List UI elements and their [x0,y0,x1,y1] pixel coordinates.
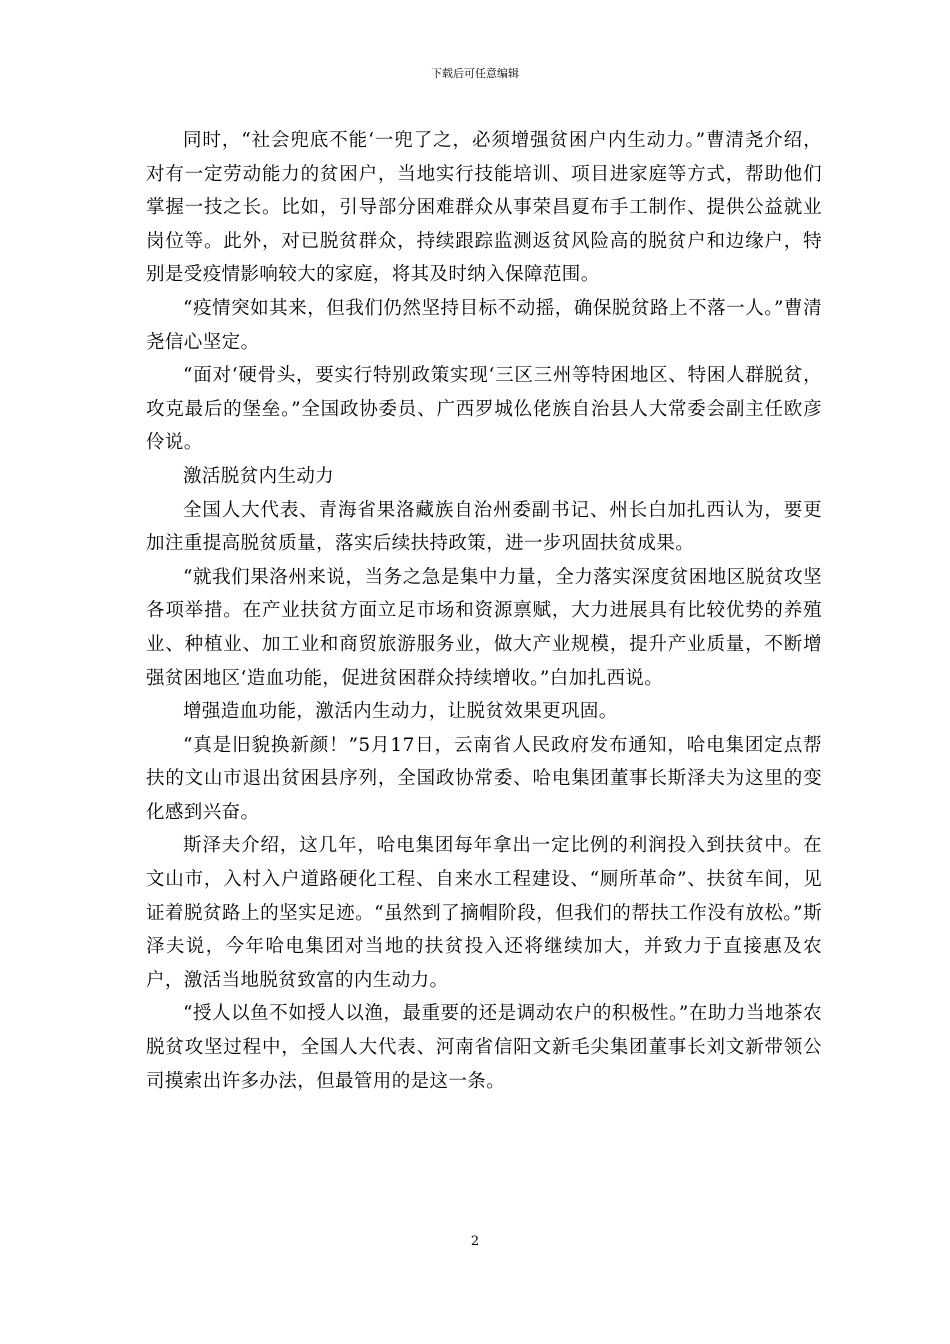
paragraph: “就我们果洛州来说，当务之急是集中力量，全力落实深度贫困地区脱贫攻坚各项举措。在产业扶贫方面立足市场和资源禀赋，大力进展具有比较优势的养殖业、种植业、加工业和商贸旅游服务业，做大产业规模，提升产业质量，不断增强贫困地区‘造血功能，促进贫困群众持续增收。”白加扎西说。 [146,566,822,689]
document-body [146,124,822,1098]
paragraph: 增强造血功能，激活内生动力，让脱贫效果更巩固。 [183,701,618,723]
paragraph: 同时，“社会兜底不能‘一兜了之，必须增强贫困户内生动力。”曹清尧介绍，对有一定劳动能力的贫困户，当地实行技能培训、项目进家庭等方式，帮助他们掌握一技之长。比如，引导部分困难群众从事荣昌夏布手工制作、提供公益就业岗位等。此外，对已脱贫群众，持续跟踪监测返贫风险高的脱贫户和边缘户，特别是受疫情影响较大的家庭，将其及时纳入保障范围。 [146,130,822,286]
section-heading: 激活脱贫内生动力 [183,465,335,487]
page-header: 下载后可任意编辑 [431,67,519,80]
paragraph: “真是旧貌换新颜！”5月17日，云南省人民政府发布通知，哈电集团定点帮扶的文山市退出贫困县序列，全国政协常委、哈电集团董事长斯泽夫为这里的变化感到兴奋。 [146,734,822,823]
paragraph: “授人以鱼不如授人以渔，最重要的还是调动农户的积极性。”在助力当地茶农脱贫攻坚过程中，全国人大代表、河南省信阳文新毛尖集团董事长刘文新带领公司摸索出许多办法，但最管用的是这一条。 [146,1003,822,1092]
paragraph: “疫情突如其来，但我们仍然坚持目标不动摇，确保脱贫路上不落一人。”曹清尧信心坚定。 [146,297,822,353]
paragraph: “面对‘硬骨头，要实行特别政策实现‘三区三州等特困地区、特困人群脱贫，攻克最后的堡垒。”全国政协委员、广西罗城仫佬族自治县人大常委会副主任欧彦伶说。 [146,365,822,454]
paragraph: 斯泽夫介绍，这几年，哈电集团每年拿出一定比例的利润投入到扶贫中。在文山市，入村入户道路硬化工程、自来水工程建设、“厕所革命”、扶贫车间，见证着脱贫路上的坚实足迹。“虽然到了摘帽阶段，但我们的帮扶工作没有放松。”斯泽夫说，今年哈电集团对当地的扶贫投入还将继续加大，并致力于直接惠及农户，激活当地脱贫致富的内生动力。 [146,835,822,991]
page-number: 2 [470,1234,480,1249]
paragraph: 全国人大代表、青海省果洛藏族自治州委副书记、州长白加扎西认为，要更加注重提高脱贫质量，落实后续扶持政策，进一步巩固扶贫成果。 [146,499,822,555]
